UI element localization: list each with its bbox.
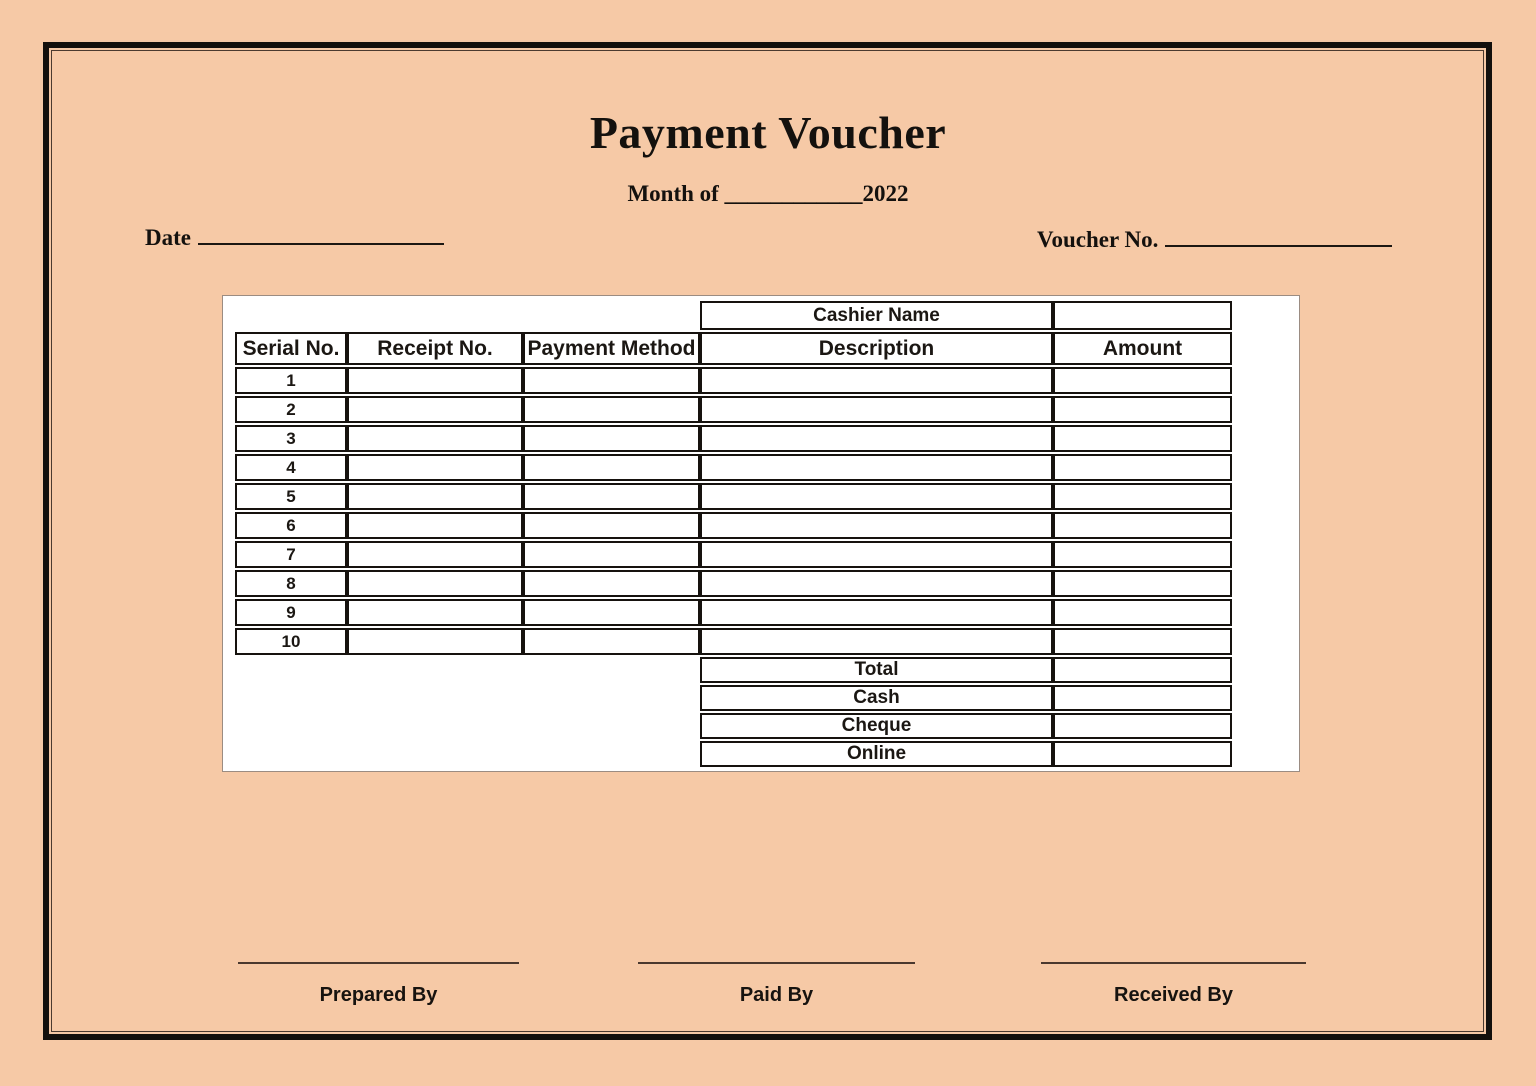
signature-block-prepared-by bbox=[238, 940, 519, 1007]
table-row bbox=[235, 483, 1232, 510]
amount-cell[interactable] bbox=[1053, 425, 1232, 452]
col-header-payment-method: Payment Method bbox=[523, 332, 700, 365]
date-field-row bbox=[145, 223, 444, 251]
payment-method-cell[interactable] bbox=[523, 396, 700, 423]
payment-method-cell[interactable] bbox=[523, 425, 700, 452]
receipt-no-cell[interactable] bbox=[347, 570, 523, 597]
cashier-name-value-cell[interactable] bbox=[1053, 301, 1232, 330]
amount-cell[interactable] bbox=[1053, 628, 1232, 655]
summary-amount-cell[interactable] bbox=[1053, 741, 1232, 767]
serial-cell: 9 bbox=[235, 599, 347, 626]
summary-row-cash bbox=[235, 685, 1232, 711]
voucher-no-label: Voucher No. bbox=[1037, 227, 1159, 252]
summary-amount-cell[interactable] bbox=[1053, 685, 1232, 711]
receipt-no-cell[interactable] bbox=[347, 425, 523, 452]
serial-cell: 10 bbox=[235, 628, 347, 655]
serial-cell: 3 bbox=[235, 425, 347, 452]
col-header-description: Description bbox=[700, 332, 1053, 365]
table-row bbox=[235, 512, 1232, 539]
serial-cell: 8 bbox=[235, 570, 347, 597]
table-row bbox=[235, 396, 1232, 423]
receipt-no-cell[interactable] bbox=[347, 628, 523, 655]
amount-cell[interactable] bbox=[1053, 599, 1232, 626]
description-cell[interactable] bbox=[700, 512, 1053, 539]
voucher-no-blank-line[interactable] bbox=[1165, 225, 1392, 247]
serial-cell: 1 bbox=[235, 367, 347, 394]
cashier-name-header-cell: Cashier Name bbox=[700, 301, 1053, 330]
signature-block-paid-by bbox=[638, 940, 915, 1007]
spacer-cell bbox=[235, 685, 700, 711]
receipt-no-cell[interactable] bbox=[347, 541, 523, 568]
column-header-row bbox=[235, 332, 1232, 365]
amount-cell[interactable] bbox=[1053, 367, 1232, 394]
receipt-no-cell[interactable] bbox=[347, 599, 523, 626]
summary-amount-cell[interactable] bbox=[1053, 713, 1232, 739]
payment-method-cell[interactable] bbox=[523, 541, 700, 568]
amount-cell[interactable] bbox=[1053, 454, 1232, 481]
cashier-name-row bbox=[235, 301, 1232, 330]
amount-cell[interactable] bbox=[1053, 570, 1232, 597]
signature-line[interactable] bbox=[638, 940, 915, 964]
month-of-line: Month of ____________2022 bbox=[627, 181, 909, 206]
payment-method-cell[interactable] bbox=[523, 570, 700, 597]
date-label: Date bbox=[145, 225, 191, 250]
table-row bbox=[235, 599, 1232, 626]
description-cell[interactable] bbox=[700, 570, 1053, 597]
receipt-no-cell[interactable] bbox=[347, 512, 523, 539]
summary-label-cell: Online bbox=[700, 741, 1053, 767]
receipt-no-cell[interactable] bbox=[347, 454, 523, 481]
serial-cell: 7 bbox=[235, 541, 347, 568]
summary-label-cell: Total bbox=[700, 657, 1053, 683]
description-cell[interactable] bbox=[700, 396, 1053, 423]
spacer-cell bbox=[235, 713, 700, 739]
serial-cell: 4 bbox=[235, 454, 347, 481]
col-header-serial-no: Serial No. bbox=[235, 332, 347, 365]
amount-cell[interactable] bbox=[1053, 396, 1232, 423]
payment-method-cell[interactable] bbox=[523, 512, 700, 539]
table-row bbox=[235, 425, 1232, 452]
table-row bbox=[235, 570, 1232, 597]
receipt-no-cell[interactable] bbox=[347, 396, 523, 423]
amount-cell[interactable] bbox=[1053, 541, 1232, 568]
voucher-table bbox=[235, 299, 1232, 769]
amount-cell[interactable] bbox=[1053, 512, 1232, 539]
signature-line[interactable] bbox=[238, 940, 519, 964]
description-cell[interactable] bbox=[700, 367, 1053, 394]
col-header-amount: Amount bbox=[1053, 332, 1232, 365]
receipt-no-cell[interactable] bbox=[347, 483, 523, 510]
amount-cell[interactable] bbox=[1053, 483, 1232, 510]
serial-cell: 5 bbox=[235, 483, 347, 510]
receipt-no-cell[interactable] bbox=[347, 367, 523, 394]
table-row bbox=[235, 541, 1232, 568]
payment-method-cell[interactable] bbox=[523, 454, 700, 481]
summary-row-online bbox=[235, 741, 1232, 767]
description-cell[interactable] bbox=[700, 541, 1053, 568]
page-title: Payment Voucher bbox=[589, 107, 947, 158]
signature-label: Received By bbox=[1114, 984, 1233, 1006]
description-cell[interactable] bbox=[700, 454, 1053, 481]
serial-cell: 2 bbox=[235, 396, 347, 423]
summary-row-cheque bbox=[235, 713, 1232, 739]
table-row bbox=[235, 454, 1232, 481]
summary-row-total bbox=[235, 657, 1232, 683]
signature-line[interactable] bbox=[1041, 940, 1306, 964]
description-cell[interactable] bbox=[700, 425, 1053, 452]
serial-cell: 6 bbox=[235, 512, 347, 539]
spacer-cell bbox=[235, 301, 700, 330]
spacer-cell bbox=[235, 741, 700, 767]
payment-method-cell[interactable] bbox=[523, 628, 700, 655]
payment-method-cell[interactable] bbox=[523, 367, 700, 394]
col-header-receipt-no: Receipt No. bbox=[347, 332, 523, 365]
table-row bbox=[235, 367, 1232, 394]
payment-method-cell[interactable] bbox=[523, 483, 700, 510]
summary-amount-cell[interactable] bbox=[1053, 657, 1232, 683]
description-cell[interactable] bbox=[700, 599, 1053, 626]
signature-block-received-by bbox=[1041, 940, 1306, 1007]
summary-label-cell: Cash bbox=[700, 685, 1053, 711]
voucher-no-field-row bbox=[1037, 225, 1392, 253]
payment-method-cell[interactable] bbox=[523, 599, 700, 626]
spacer-cell bbox=[235, 657, 700, 683]
voucher-table-panel bbox=[222, 295, 1300, 772]
description-cell[interactable] bbox=[700, 628, 1053, 655]
description-cell[interactable] bbox=[700, 483, 1053, 510]
signature-label: Prepared By bbox=[319, 984, 438, 1006]
date-blank-line[interactable] bbox=[198, 223, 444, 245]
table-row bbox=[235, 628, 1232, 655]
summary-label-cell: Cheque bbox=[700, 713, 1053, 739]
signature-label: Paid By bbox=[739, 984, 814, 1006]
